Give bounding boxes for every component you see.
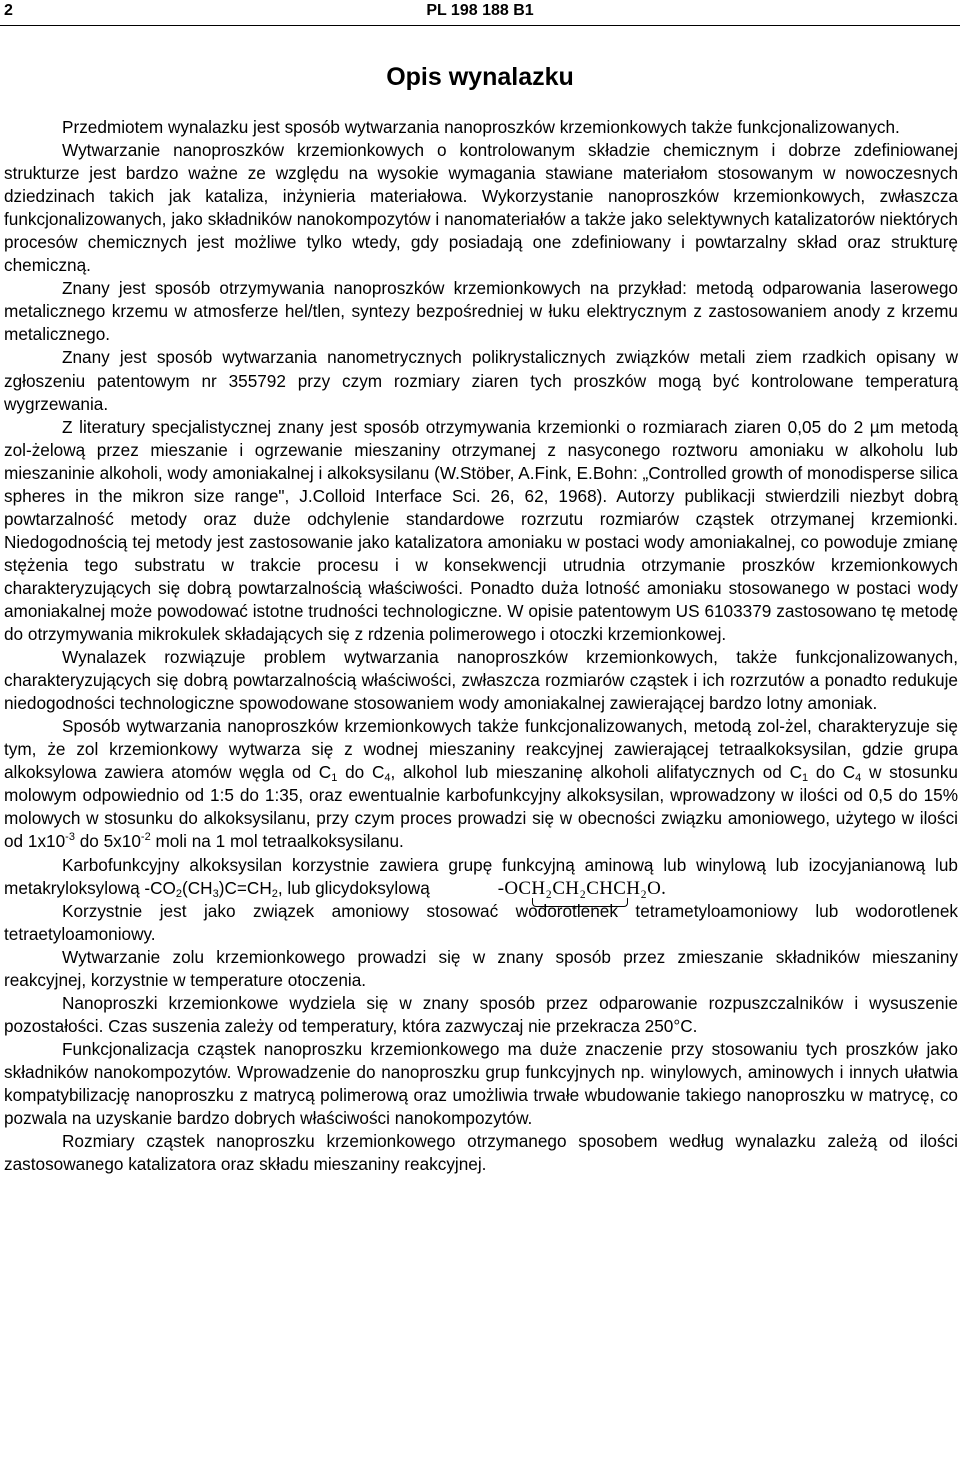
subscript: 4 [384,772,391,785]
header-divider [0,25,960,26]
text-segment: , alkohol lub mieszaninę alkoholi alifatycznych od C [390,762,803,783]
paragraph-literature: Z literatury specjalistycznej znany jest sposób otrzymywania krzemionki o rozmiarach ziaren 0,05 do 2 µm metodą zol-żelową przez mieszanie i ogrzewanie mieszaniny otrzymanej z nasyconego roztworu amoniaku w alkoholu lub mieszaninie alkoholi, wody amoniakalnej i alkoksysilanu (W.Stöber, A.Fink, E.Bohn: „Controlled growth of monodisperse silica spheres in the mikron size range", J.Colloid Interface Sci. 26, 62, 1968). Autorzy publikacji stwierdzili niezbyt dobrą powtarzalność metody oraz duże odchylenie standardowe rozrzutu rozmiarów cząstek otrzymanej krzemionki. Niedogodnością tej metody jest zastosowanie jako katalizatora amoniaku w postaci wody amoniakalnej, co powoduje zmianę stężenia tego substratu w trakcie procesu i w konsekwencji utrudnia otrzymanie proszków krzemionkowych charakteryzujących się dobrą powtarzalnością właściwości. Ponadto duża lotność amoniaku stosowanego w postaci wody amoniakalnej może powodować istotne trudności technologiczne. W opisie patentowym US 6103379 zastosowano tę metodę do otrzymywania mikrokulek składających się z rdzenia polimerowego i otoczki krzemionkowej. [4,416,958,645]
paragraph-background: Wytwarzanie nanoproszków krzemionkowych o kontrolowanym składzie chemicznym i dobrze zdefiniowanej strukturze jest bardzo ważne ze względu na wysokie wymagania stawiane materiałom stosowanym w nowoczesnych dziedzinach takich jak kataliza, inżynieria materiałowa. Wykorzystanie nanoproszków krzemionkowych, zwłaszcza funkcjonalizowanych, jako składników nanokompozytów i nanomateriałów a także jako selektywnych katalizatorów niektórych procesów chemicznych jest możliwe tylko wtedy, gdy posiadają one zdefiniowany i powtarzalny skład oraz strukturę chemiczną. [4,140,958,276]
text-segment: Sposób wytwarzania nanoproszków krzemionkowych także funkcjonalizowanych, metodą zol-żel, charakteryzuje się tym, że zol krzemionkowy wytwarza się z wodnej mieszaniny reakcyjnej zawierającej tetraalkoksysilan, gdzie grupa alkoksylowa zawiera atomów węgla od C [4,716,958,783]
document-title: Opis wynalazku [386,63,574,91]
paragraph-subject: Przedmiotem wynalazku jest sposób wytwarzania nanoproszków krzemionkowych także funkcjonalizowanych. [62,117,900,137]
text-segment: do 5x10 [74,831,141,852]
text-segment: w stosunku molowym odpowiednio od 1:5 do 1:35, oraz ewentualnie karbofunkcyjny alkoksysilan, wprowadzony w ilości od 0,5 do 15% molowych w stosunku do alkoksysilanu, przy czym proces prowadzi się w obecności związku amoniowego, użytego w ilości od 1x10 [4,762,958,852]
paragraph-particle-size: Rozmiary cząstek nanoproszku krzemionkowego otrzymanego sposobem według wynalazku zależą od ilości zastosowanego katalizatora oraz składu mieszaniny reakcyjnej. [4,1131,958,1175]
text-segment: (CH [182,877,213,898]
paragraph-invention-problem: Wynalazek rozwiązuje problem wytwarzania nanoproszków krzemionkowych, także funkcjonalizowanych, charakteryzujących się dobrą powtarzalnością właściwości, zwłaszcza rozmiarów cząstek i ich rozrzutów a ponadto redukuje niedogodności technologiczne spowodowane stosowaniem wody amoniakalnej zawierającej bardzo lotny amoniak. [4,647,958,714]
document-body [4,116,958,1176]
subscript: 1 [331,772,338,785]
subscript: 1 [802,772,809,785]
paragraph-functionalization: Funkcjonalizacja cząstek nanoproszku krzemionkowego ma duże znaczenie przy stosowaniu tych proszków jako składników nanokompozytów. Wprowadzenie do nanoproszku grup funkcyjnych np. winylowych, aminowych i innych ułatwia kompatybilizację nanoproszku z matrycą polimerową oraz umożliwia trwałe wbudowanie takiego nanoproszku w matrycę, co pozwala na uzyskanie bardzo dobrych właściwości nanokompozytów. [4,1038,958,1129]
subscript: 2 [271,887,278,900]
patent-number: PL 198 188 B1 [426,2,534,19]
superscript: -3 [65,831,75,844]
text-segment: , lub glicydoksylową [277,877,430,898]
text-segment: Karbofunkcyjny alkoksysilan korzystnie zawiera grupę funkcyjną aminową lub winylową lub izocyjanianową lub metakryloksylową -CO [4,854,958,898]
subscript: 3 [212,887,219,900]
text-segment: moli na 1 mol tetraalkoksysilanu. [150,831,404,852]
text-segment: do C [808,762,856,783]
page-header [0,2,960,24]
paragraph-carbofunctional [4,854,958,900]
formula-text: -OCH₂CH₂CHCH₂O. [497,877,667,899]
epoxide-ring-bracket [532,898,628,907]
page-number: 2 [4,2,13,19]
text-segment: do C [337,762,385,783]
paragraph-known-methods: Znany jest sposób otrzymywania nanoproszków krzemionkowych na przykład: metodą odparowania laserowego metalicznego krzemu w atmosferze hel/tlen, syntezy bezpośredniej w łuku elektrycznym z zastosowaniem anody z krzemu metalicznego. [4,278,958,345]
paragraph-rare-earth: Znany jest sposób wytwarzania nanometrycznych polikrystalicznych związków metali ziem rzadkich opisany w zgłoszeniu patentowym nr 355792 przy czym rozmiary ziaren tych proszków mogą być kontrolowane temperaturą wygrzewania. [4,347,958,414]
superscript: -2 [140,831,151,844]
subscript: 4 [855,772,862,785]
text-segment: )C=CH [218,877,272,898]
paragraph-drying: Nanoproszki krzemionkowe wydziela się w znany sposób przez odparowanie rozpuszczalników i wysuszenie pozostałości. Czas suszenia zależy od temperatury, która zazwyczaj nie przekracza 250°C. [4,992,958,1036]
paragraph-sol-preparation: Wytwarzanie zolu krzemionkowego prowadzi się w znany sposób przez zmieszanie składników mieszaniny reakcyjnej, korzystnie w temperature otoczenia. [4,946,958,990]
glycidoxy-formula [440,877,666,900]
subscript: 2 [175,887,183,900]
paragraph-ammonium: Korzystnie jest jako związek amoniowy stosować wodorotlenek tetrametyloamoniowy lub wodorotlenek tetraetyloamoniowy. [4,900,958,944]
paragraph-method [4,715,958,853]
